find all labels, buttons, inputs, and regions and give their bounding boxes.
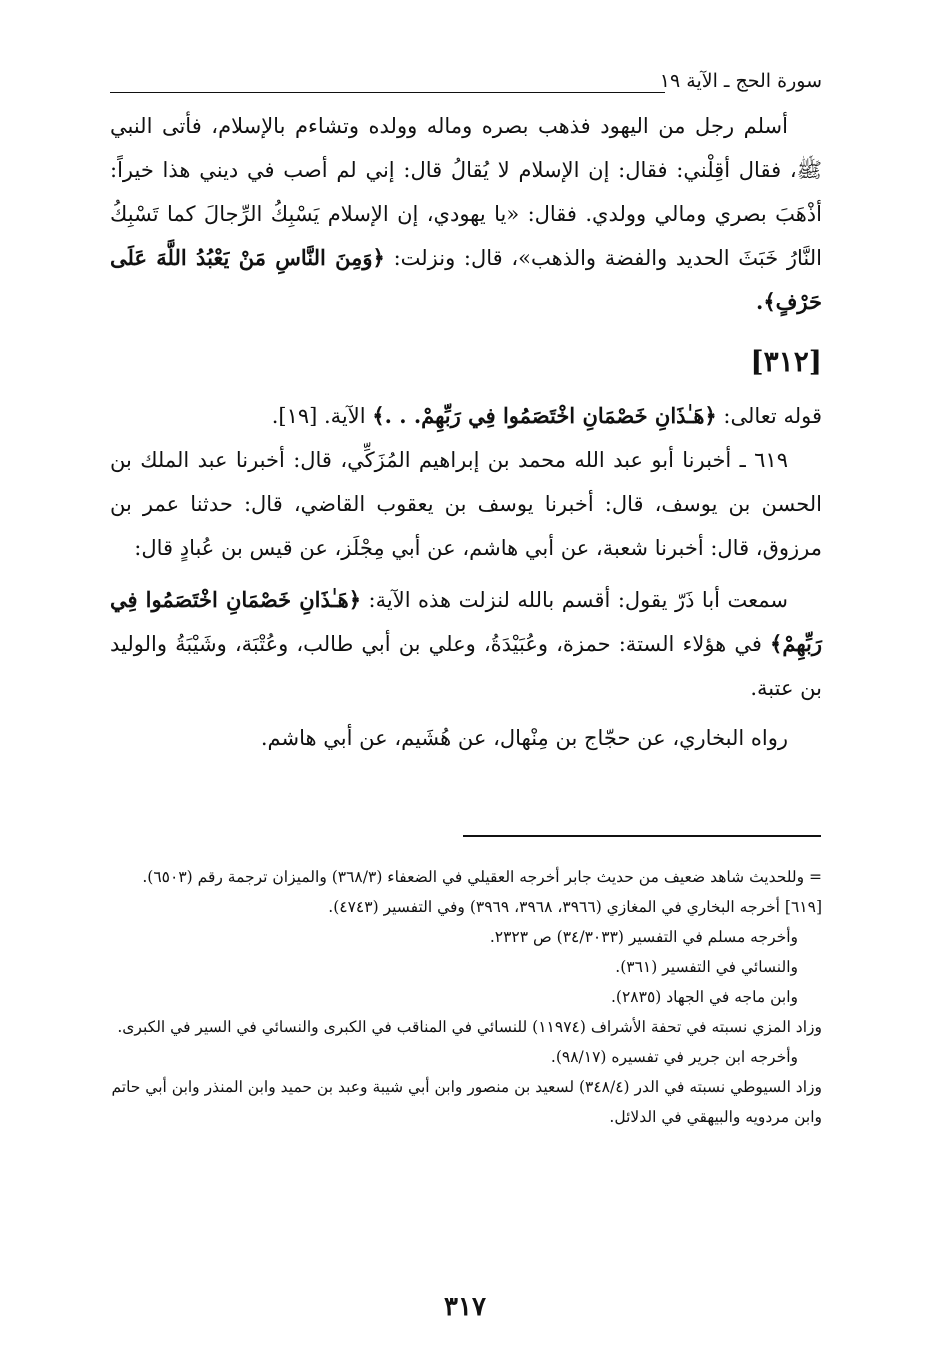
narration-line: رواه البخاري، عن حجّاج بن مِنْهال، عن هُشَيم، عن أبي هاشم. bbox=[260, 726, 788, 750]
verse-outro: الآية. [١٩]. bbox=[271, 404, 366, 428]
footnote-item: والنسائي في التفسير (٣٦١). bbox=[615, 958, 798, 976]
footnote-item: [٦١٩] أخرجه البخاري في المغازي (٣٩٦٦، ٣٩٦٨، ٣٩٦٩) وفي التفسير (٤٧٤٣). bbox=[328, 898, 822, 916]
footnote-separator bbox=[463, 835, 821, 837]
hadith-text bbox=[110, 578, 822, 710]
page-header bbox=[110, 70, 822, 100]
verse-heading bbox=[110, 394, 822, 438]
verse-quote: ﴿هَـٰذَانِ خَصْمَانِ اخْتَصَمُوا فِي رَبِّهِمْ. . .﴾ bbox=[372, 403, 717, 428]
verse-intro: قوله تعالى: bbox=[723, 404, 822, 428]
footnote-item: وابن ماجه في الجهاد (٢٨٣٥). bbox=[610, 988, 798, 1006]
hadith-text-start: سمعت أبا ذَرّ يقول: أقسم بالله لنزلت هذه الآية: bbox=[368, 588, 788, 612]
running-title: سورة الحج ـ الآية ١٩ bbox=[659, 70, 822, 92]
footnote-item: وأخرجه ابن جرير في تفسيره (٩٨/١٧). bbox=[550, 1048, 798, 1066]
footnote-item: وأخرجه مسلم في التفسير (٣٤/٣٠٣٣) ص ٢٣٢٣. bbox=[489, 928, 798, 946]
hadith-text-end: في هؤلاء الستة: حمزة، وعُبَيْدَةُ، وعلي بن أبي طالب، وعُتْبَة، وشَيْبَةُ والوليد بن عتبة. bbox=[110, 632, 822, 700]
quran-quote: ﴿وَمِنَ النَّاسِ مَنْ يَعْبُدُ اللَّهَ عَلَى حَرْفٍ﴾. bbox=[110, 245, 822, 314]
footnote-item: = وللحديث شاهد ضعيف من حديث جابر أخرجه العقيلي في الضعفاء (٣٦٨/٣) والميزان ترجمة رقم (٦٥٠٣). bbox=[142, 868, 822, 886]
section-number: [٣١٢] bbox=[750, 345, 822, 378]
hadith-chain: ٦١٩ ـ أخبرنا أبو عبد الله محمد بن إبراهيم المُزَكِّي، قال: أخبرنا عبد الملك بن الحسن بن يوسف، قال: أخبرنا يوسف بن يعقوب القاضي، قال: حدثنا عمر بن مرزوق، قال: أخبرنا شعبة، عن أبي هاشم، عن أبي مِجْلَز، عن قيس بن عُبادٍ قال: bbox=[110, 448, 822, 560]
footnote-item: وزاد السيوطي نسبته في الدر (٣٤٨/٤) لسعيد بن منصور وابن أبي شيبة وعبد بن حميد وابن المنذر وابن أبي حاتم وابن مردويه والبيهقي في الدلائل. bbox=[111, 1078, 822, 1126]
main-text bbox=[110, 104, 822, 760]
header-rule bbox=[110, 92, 665, 93]
paragraph-intro-story bbox=[110, 104, 822, 324]
footnote-item: وزاد المزي نسبته في تحفة الأشراف (١١٩٧٤) للنسائي في المناقب في الكبرى والنسائي في السير في الكبرى. bbox=[117, 1018, 822, 1036]
page-number: ٣١٧ bbox=[444, 1292, 486, 1322]
footnotes bbox=[110, 862, 822, 1132]
hadith-quran-quote: ﴿هَـٰذَانِ خَصْمَانِ اخْتَصَمُوا فِي رَبِّهِمْ﴾ bbox=[110, 587, 822, 656]
story-text: أسلم رجل من اليهود فذهب بصره وماله وولده وتشاءم بالإسلام، فأتى النبي ﷺ، فقال أقِلْني: فقال: إن الإسلام لا يُقالُ قال: إني لم أصب في ديني هذا خيراً: أذْهَبَ بصري ومالي وولدي. فقال: «يا يهودي، إن الإسلام يَسْبِكُ الرِّجالَ كما تَسْبِكُ النَّارُ خَبَثَ الحديد والفضة والذهب»، قال: ونزلت: bbox=[110, 114, 822, 270]
